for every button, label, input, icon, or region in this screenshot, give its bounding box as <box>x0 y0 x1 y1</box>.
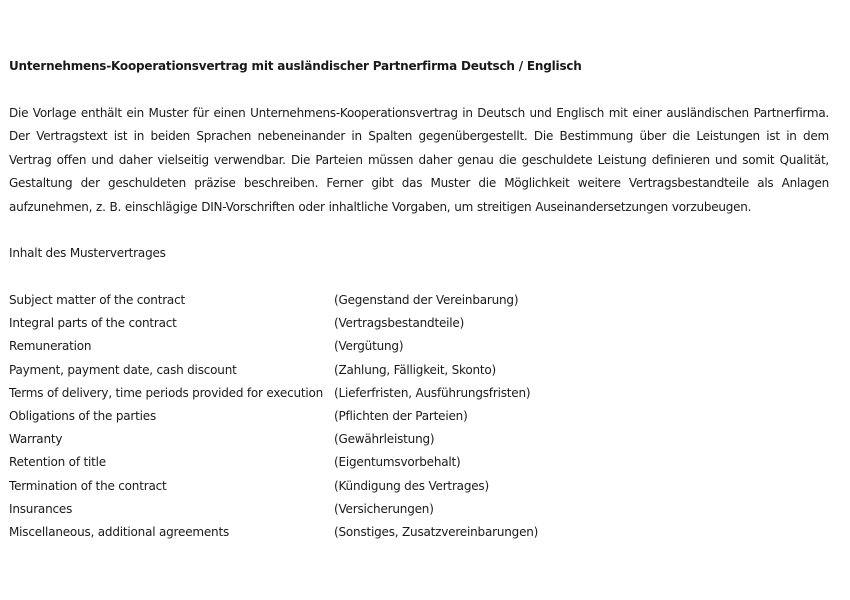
toc-item-english: Terms of delivery, time periods provided for execution <box>9 385 324 400</box>
intro-paragraph: Die Vorlage enthält ein Muster für einen Unternehmens-Kooperationsvertrag in Deutsch und Englisch mit einer ausländischen Partnerfirma. Der Vertragstext ist in beiden Sprachen nebeneinander in Spalten gegenübergestellt. Die Bestimmung über die Leistungen ist in dem Vertrag offen und daher vielseitig verwendbar. Die Parteien müssen daher genau die geschuldete Leistung definieren und somit Qualität, Gestaltung der geschuldeten präzise beschreiben. Ferner gibt das Muster die Möglichkeit weitere Vertragsbestandteile als Anlagen aufzunehmen, z. B. einschlägige DIN-Vorschriften oder inhaltliche Vorgaben, um streitigen Auseinandersetzungen vorzubeugen. <box>9 106 829 214</box>
document-title: Unternehmens-Kooperationsvertrag mit ausländischer Partnerfirma Deutsch / Englisch <box>9 59 582 73</box>
toc-row <box>9 312 829 335</box>
toc-item-german: (Gewährleistung) <box>334 432 435 447</box>
toc-item-english: Integral parts of the contract <box>9 316 177 331</box>
toc-item-german: (Zahlung, Fälligkeit, Skonto) <box>334 362 497 377</box>
toc-item-german: (Sonstiges, Zusatzvereinbarungen) <box>334 524 539 539</box>
toc-row <box>9 521 829 544</box>
toc-item-german: (Kündigung des Vertrages) <box>334 478 489 493</box>
toc-row <box>9 359 829 382</box>
toc-item-english: Obligations of the parties <box>9 408 157 423</box>
toc-item-german: (Eigentumsvorbehalt) <box>334 455 461 470</box>
document-page <box>9 56 829 544</box>
toc-item-german: (Lieferfristen, Ausführungsfristen) <box>334 385 531 400</box>
toc-item-english: Payment, payment date, cash discount <box>9 362 237 377</box>
toc-item-english: Termination of the contract <box>9 478 167 493</box>
toc-item-german: (Pflichten der Parteien) <box>334 408 468 423</box>
toc-row <box>9 428 829 451</box>
toc-item-english: Warranty <box>9 432 63 447</box>
toc-row <box>9 405 829 428</box>
toc-item-german: (Vertragsbestandteile) <box>334 316 465 331</box>
toc-row <box>9 451 829 474</box>
toc-row <box>9 475 829 498</box>
toc-row <box>9 382 829 405</box>
toc-row <box>9 335 829 358</box>
toc-item-english: Remuneration <box>9 339 92 354</box>
toc-item-german: (Gegenstand der Vereinbarung) <box>334 293 519 308</box>
toc-row <box>9 498 829 521</box>
toc-item-english: Subject matter of the contract <box>9 293 185 308</box>
toc-item-german: (Vergütung) <box>334 339 404 354</box>
toc-item-german: (Versicherungen) <box>334 501 434 516</box>
toc-row <box>9 289 829 312</box>
table-of-contents <box>9 289 829 544</box>
toc-item-english: Retention of title <box>9 455 106 470</box>
toc-item-english: Insurances <box>9 501 73 516</box>
toc-heading: Inhalt des Mustervertrages <box>9 246 166 261</box>
toc-item-english: Miscellaneous, additional agreements <box>9 524 230 539</box>
